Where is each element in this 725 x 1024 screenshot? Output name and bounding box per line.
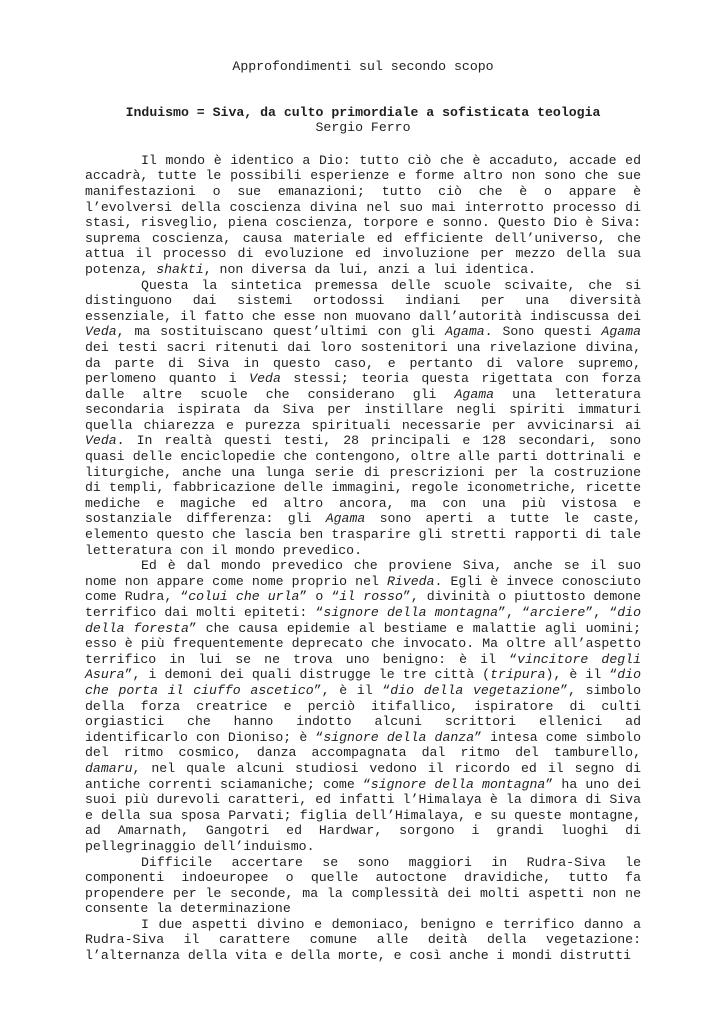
text-run: , ma sostituiscano quest’ultimi con gli	[116, 324, 446, 340]
text-run: ” o “	[299, 589, 340, 605]
italic-run: arciere	[529, 605, 586, 620]
italic-run: il rosso	[339, 589, 403, 605]
italic-run: signore della danza	[323, 729, 475, 745]
paragraph	[85, 917, 641, 964]
italic-run: Veda	[85, 433, 117, 449]
italic-run: Veda	[249, 371, 281, 387]
text-run: Ed è dal mondo prevedico che proviene Siva, anche se il suo nome non appare come nome proprio nel	[85, 558, 641, 589]
text-run: Difficile accertare se sono maggiori in Rudra-Siva le componenti indoeuropee o quelle autoctone dravidiche, tutto fa propendere per le seconde, ma la complessità dei molti aspetti non ne consente la determinazione	[85, 854, 641, 917]
italic-run: dio che porta il ciuffo ascetico	[85, 667, 641, 698]
italic-run: tripura	[490, 667, 546, 683]
text-run: Questa la sintetica premessa delle scuole scivaite, che si distinguono dai sistemi ortodossi indiani per una diversità essenziale, il fatto che esse non muovano dall’autorità indiscussa dei	[85, 277, 641, 324]
text-run: dei testi sacri ritenuti dai loro sostenitori una rivelazione divina, da parte di Siva in questo caso, e pertanto di valore supremo, perlomeno quanto i	[85, 339, 641, 387]
text-run: ” che causa epidemie al bestiame e malattie agli uomini; esso è più frequentemente deprecato che invocato. Ma oltre all’aspetto terrifico in lui se ne trova uno benigno: è il “	[85, 620, 641, 667]
text-run: , nel quale alcuni studiosi vedono il ricordo ed il segno di antiche correnti sciamaniche; come “	[85, 760, 641, 792]
italic-run: colui che urla	[188, 589, 300, 605]
text-run: ), è il “	[545, 667, 618, 683]
italic-run: shakti	[156, 261, 204, 277]
document-header: Approfondimenti sul secondo scopo	[232, 59, 494, 74]
text-run: . Egli è invece conosciuto come Rudra, “	[85, 573, 641, 605]
text-run: I due aspetti divino e demoniaco, benigno e terrifico danno a Rudra-Siva il carattere comune alle deità della vegetazione: l’alternanza della vita e della morte, e così anche i mondi distrutti	[85, 916, 641, 964]
text-run: ”, “	[498, 605, 530, 620]
italic-run: dio della vegetazione	[390, 682, 561, 698]
text-run: . Sono questi	[484, 324, 602, 340]
text-run: ”, divinità o piuttosto demone terrifico dai molti epiteti: “	[85, 589, 642, 620]
italic-run: damaru	[85, 760, 133, 776]
italic-run: vincitore degli Asura	[85, 651, 641, 683]
paragraph	[85, 153, 641, 278]
italic-run: Veda	[85, 324, 117, 340]
paragraph	[85, 855, 641, 917]
document-author: Sergio Ferro	[315, 120, 411, 136]
text-run: sono aperti a tutte le caste, elemento questo che lascia ben trasparire gli stretti rapporti di tale letteratura con il mondo prevedico.	[85, 511, 641, 558]
paragraph	[85, 558, 641, 854]
text-run: ”, simbolo della forza creatrice e perciò itifallico, ispiratore di culti orgiastici che hanno indotto alcuni scrittori ellenici ad identificarlo con Dioniso; è “	[85, 682, 641, 745]
text-run: ”, “	[585, 605, 618, 620]
italic-run: Agama	[325, 511, 366, 527]
italic-run: Riveda	[387, 573, 435, 589]
paragraph	[85, 278, 641, 559]
text-run: , non diversa da lui, anzi a lui identica.	[203, 261, 537, 277]
italic-run: Agama	[601, 324, 641, 340]
text-run: stessi; teoria questa rigettata con forza dalle altre scuole che considerano gli	[85, 371, 641, 402]
italic-run: Agama	[454, 386, 495, 402]
italic-run: signore della montagna	[370, 776, 546, 792]
text-run: una letteratura secondaria ispirata da Siva per instillare negli spiriti immaturi quella chiarezza e purezza spirituali necessarie per avvicinarsi ai	[85, 386, 642, 433]
document-title: Induismo = Siva, da culto primordiale a sofisticata teologia	[125, 104, 601, 120]
italic-run: dio della foresta	[85, 605, 641, 636]
italic-run: signore della montagna	[323, 605, 499, 620]
text-run: . In realtà questi testi, 28 principali e 128 secondari, sono quasi delle enciclopedie che contengono, oltre alle parti dottrinali e liturgiche, anche una lunga serie di prescrizioni per la costruzione di templi, fabbricazione delle immagini, regole iconometriche, ricette mediche e magiche ed altro ancora, ma con una più vistosa e sostanziale differenza: gli	[85, 433, 641, 527]
text-run: ”, i demoni dei quali distrugge le tre città (	[124, 667, 491, 683]
text-run: Il mondo è identico a Dio: tutto ciò che è accaduto, accade ed accadrà, tutte le possibili esperienze e forme altro non sono che sue manifestazioni o sue emanazioni; tutto ciò che è o appare è l’evolversi della coscienza divina nel suo mai interrotto processo di stasi, risveglio, piena coscienza, torpore e sonno. Questo Dio è Siva: suprema coscienza, causa materiale ed efficiente dell’universo, che attua il processo di evoluzione ed involuzione per mezzo della sua potenza,	[85, 152, 641, 277]
text-run: ” ha uno dei suoi più durevoli caratteri, ed infatti l’Himalaya è la dimora di Siva e della sua sposa Parvati; figlia dell’Himalaya, e su queste montagne, ad Amarnath, Gangotri ed Hardwar, sorgono i grandi luoghi di pellegrinaggio dell’induismo.	[85, 776, 641, 854]
text-run: ”, è il “	[313, 682, 391, 698]
document-body	[85, 153, 641, 964]
text-run: ” intesa come simbolo del ritmo cosmico, danza accompagnata dal ritmo del tamburello,	[85, 729, 641, 761]
italic-run: Agama	[445, 324, 485, 340]
